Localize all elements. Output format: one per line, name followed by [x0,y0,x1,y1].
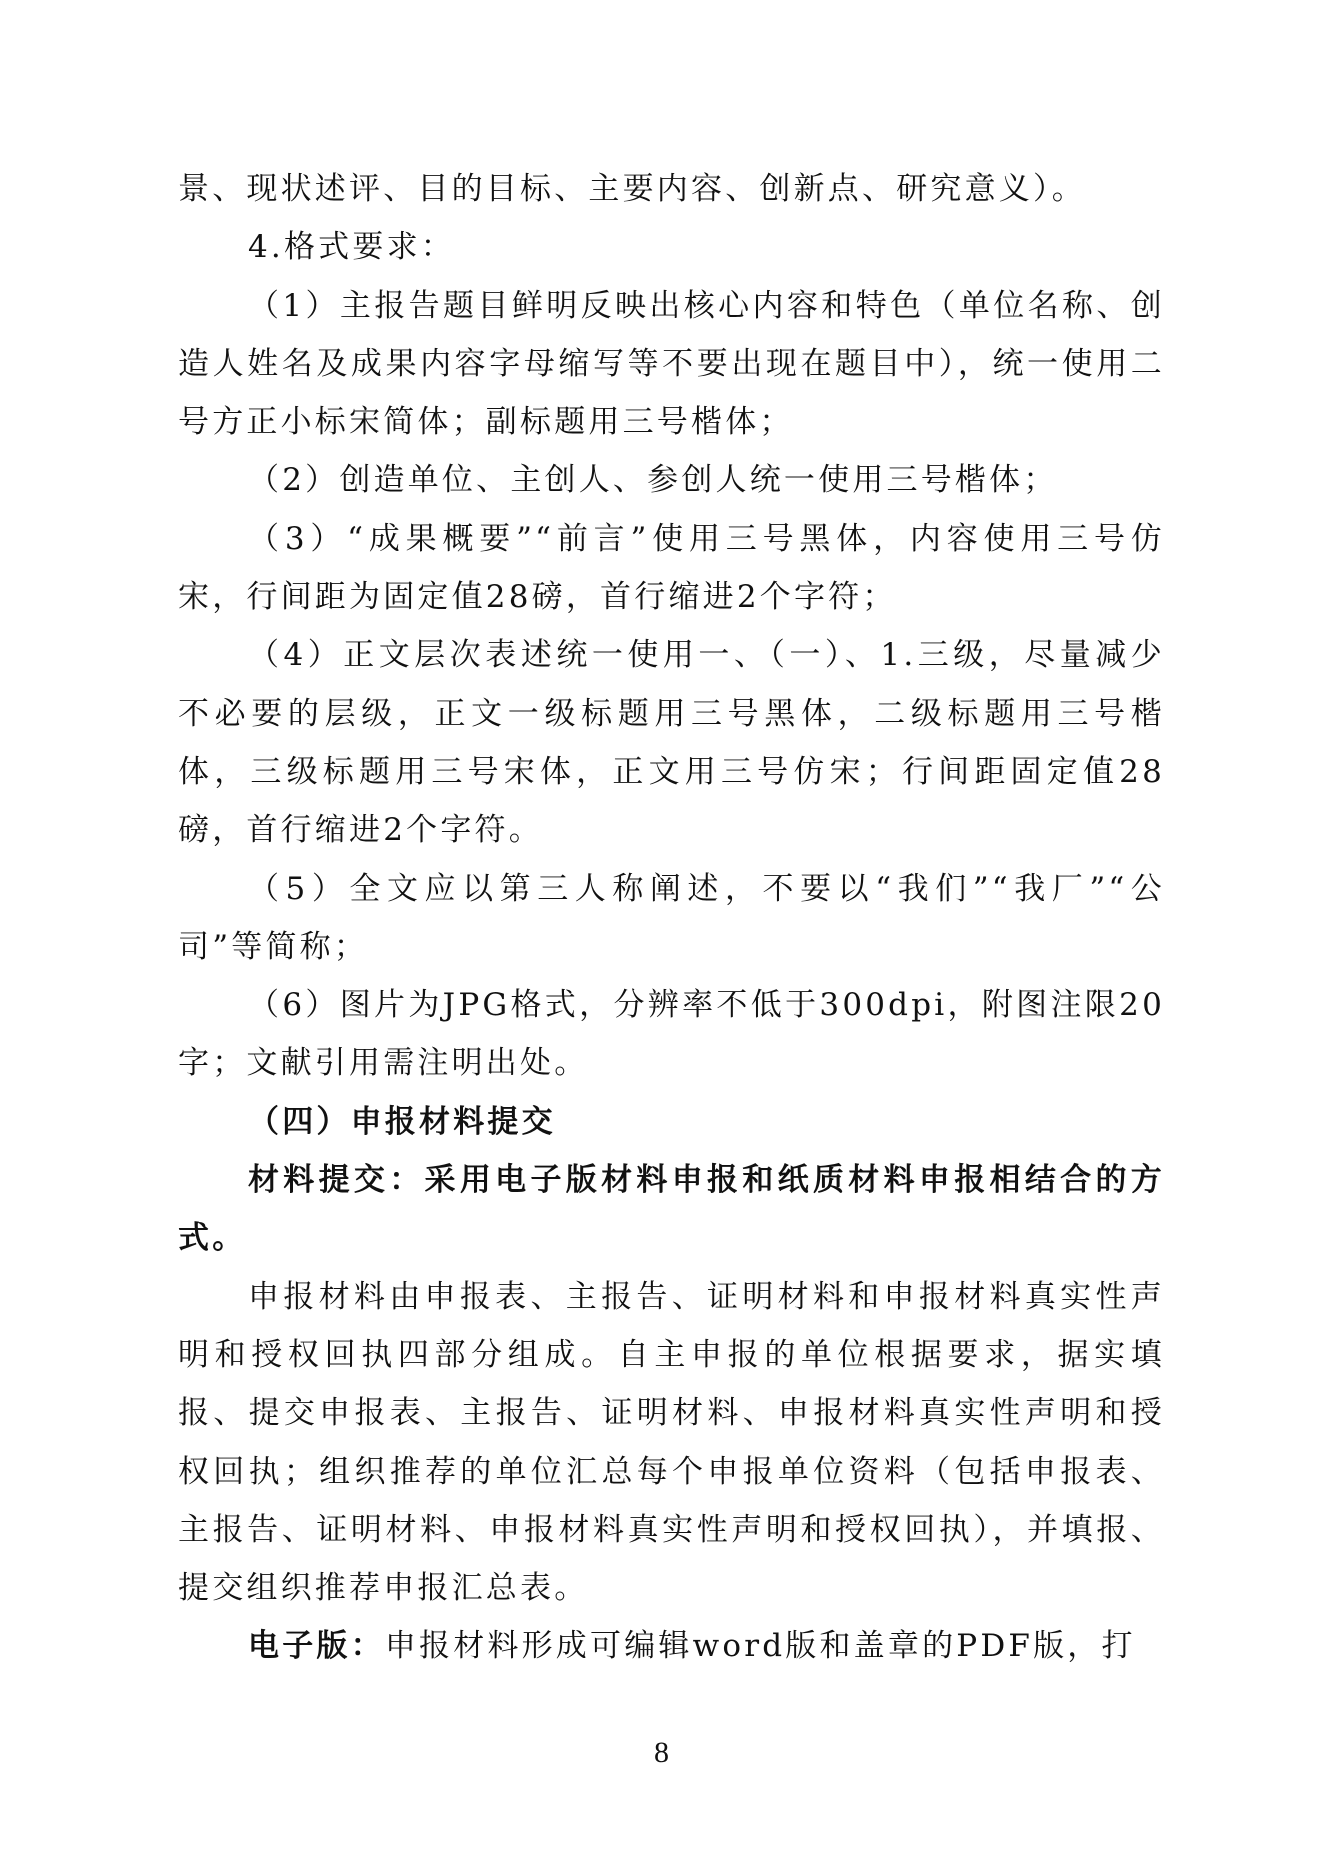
paragraph-materials-composition: 申报材料由申报表、主报告、证明材料和申报材料真实性声明和授权回执四部分组成。自主申报的单位根据要求，据实填报、提交申报表、主报告、证明材料、申报材料真实性声明和授权回执；组织推荐的单位汇总每个申报单位资料（包括申报表、主报告、证明材料、申报材料真实性声明和授权回执），并填报、提交组织推荐申报汇总表。 [178,1278,1165,1607]
electronic-version-label: 电子版： [248,1628,385,1665]
document-page [178,160,1165,1676]
electronic-version-text: 申报材料形成可编辑word版和盖章的PDF版，打 [384,1628,1136,1665]
paragraph-item-6: （6）图片为JPG格式，分辨率不低于300dpi，附图注限20字；文献引用需注明出处。 [178,987,1165,1082]
paragraph-item-1: （1）主报告题目鲜明反映出核心内容和特色（单位名称、创造人姓名及成果内容字母缩写等不要出现在题目中），统一使用二号方正小标宋简体；副标题用三号楷体； [178,287,1165,441]
paragraph-electronic-version [178,1617,1165,1675]
section-heading-submission: （四）申报材料提交 [248,1103,556,1140]
paragraph-item-5: （5）全文应以第三人称阐述，不要以“我们”“我厂”“公司”等简称； [178,870,1165,965]
paragraph-continuation: 景、现状述评、目的目标、主要内容、创新点、研究意义）。 [178,171,1086,207]
paragraph-item-3: （3）“成果概要”“前言”使用三号黑体，内容使用三号仿宋，行间距为固定值28磅，首行缩进2个字符； [178,520,1165,616]
paragraph-submission-method: 材料提交：采用电子版材料申报和纸质材料申报相结合的方式。 [178,1162,1165,1257]
paragraph-item-4: （4）正文层次表述统一使用一、（一）、1.三级，尽量减少不必要的层级，正文一级标题用三号黑体，二级标题用三号楷体，三级标题用三号宋体，正文用三号仿宋；行间距固定值28磅，首行缩进2个字符。 [178,637,1165,849]
page-number: 8 [654,1736,669,1769]
paragraph-format-requirements-heading: 4.格式要求： [248,229,455,266]
paragraph-item-2: （2）创造单位、主创人、参创人统一使用三号楷体； [248,462,1058,499]
